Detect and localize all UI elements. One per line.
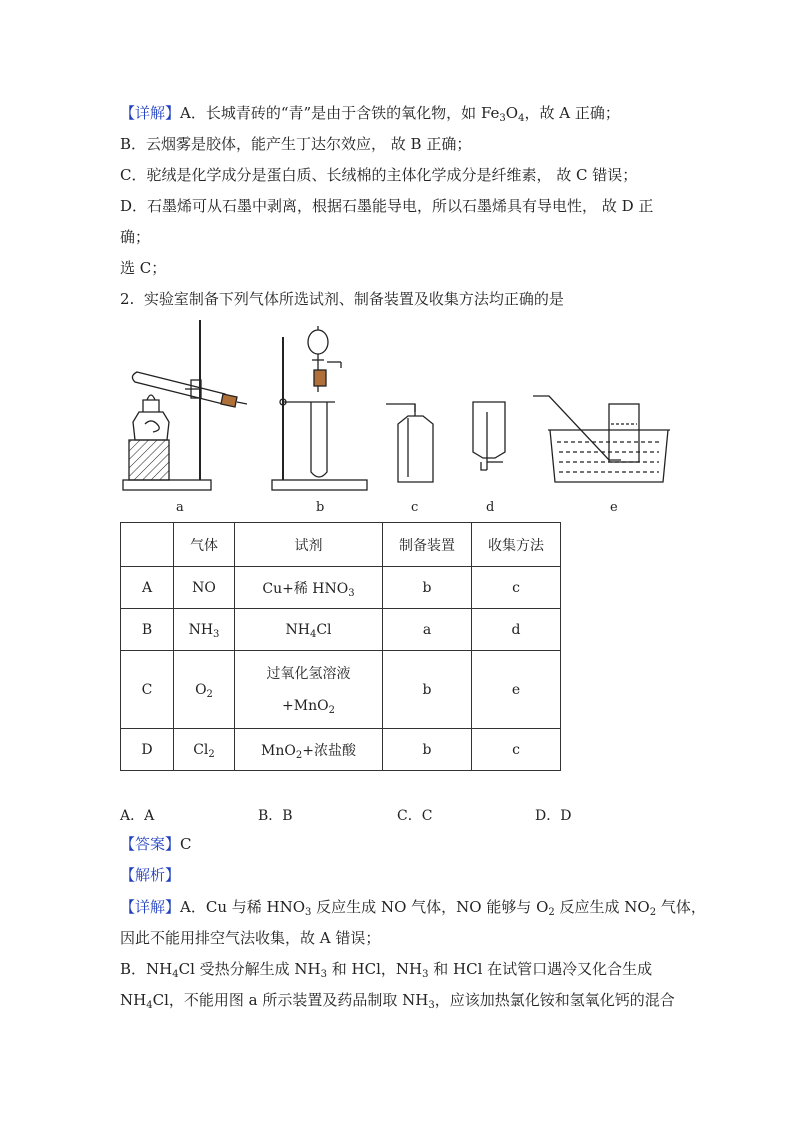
figure-label-e: e (610, 500, 618, 515)
answer-tag: 【答案】 (120, 835, 181, 853)
figure-label-c: c (411, 500, 419, 515)
options-table (120, 522, 561, 771)
table-header-row (121, 523, 561, 567)
detail-line-d: D．石墨烯可从石墨中剥离，根据石墨能导电，所以石墨烯具有导电性， 故 D 正 (120, 197, 654, 215)
apparatus-figure (115, 312, 675, 502)
apparatus-c (386, 404, 433, 482)
detail-line-c: C．驼绒是化学成分是蛋白质、长绒棉的主体化学成分是纤维素， 故 C 错误； (120, 166, 638, 184)
table-row: B $NH_3$ $NH_4Cl$ a d (121, 609, 561, 651)
choice-c[interactable]: C．C (397, 808, 433, 824)
choose-line: 选 C； (120, 259, 167, 277)
detail2-line-a1: 【详解】A．Cu 与稀 $HNO_3$ 反应生成 NO 气体，NO 能够与 $O_2$ 反应生成 $NO_2$ 气体， (120, 898, 706, 918)
question-number: 2. (120, 290, 135, 308)
detail-tag: 【详解】 (120, 104, 181, 122)
table-row: D $Cl_2$ MnO$_2$+浓盐酸 b c (121, 729, 561, 771)
header-reagent: 试剂 (235, 523, 383, 567)
apparatus-a (123, 320, 247, 490)
analysis-line (120, 865, 180, 885)
header-gas: 气体 (174, 523, 235, 567)
apparatus-d (473, 402, 505, 470)
table-row: A NO Cu+稀 $HNO_3$ b c (121, 567, 561, 609)
detail-line-a: 【详解】A．长城青砖的“青”是由于含铁的氧化物，如 $Fe_3O_4$，故 A 正确； (120, 104, 620, 124)
figure-label-b: b (316, 500, 325, 515)
figure-label-a: a (176, 500, 184, 515)
choice-d[interactable]: D．D (535, 808, 572, 824)
figure-label-d: d (486, 500, 495, 515)
table-row: C $O_2$ 过氧化氢溶液 +MnO$_2$ b e (121, 651, 561, 729)
detail2-line-a2: 因此不能用排空气法收集，故 A 错误； (120, 929, 381, 947)
header-collect: 收集方法 (472, 523, 561, 567)
apparatus-e (533, 396, 670, 482)
question-stem: 2. 实验室制备下列气体所选试剂、制备装置及收集方法均正确的是 (120, 290, 564, 308)
detail2-line-b2: $NH_4Cl$，不能用图 a 所示装置及药品制取 $NH_3$，应该加热氯化铵和氢氧化钙的混合 (120, 991, 675, 1011)
detail-line-d-cont: 确； (120, 228, 151, 246)
apparatus-b (272, 326, 367, 490)
detail2-tag: 【详解】 (120, 898, 181, 916)
choice-b[interactable]: B．B (258, 808, 293, 824)
analysis-tag: 【解析】 (120, 866, 181, 884)
header-device: 制备装置 (383, 523, 472, 567)
detail-line-b: B．云烟雾是胶体，能产生丁达尔效应， 故 B 正确； (120, 135, 472, 153)
choice-a[interactable]: A．A (120, 808, 155, 824)
answer-line (120, 834, 192, 854)
detail2-line-b1: B．$NH_4Cl$ 受热分解生成 $NH_3$ 和 HCl，$NH_3$ 和 HCl 在试管口遇冷又化合生成 (120, 960, 653, 980)
answer-value: C (180, 835, 192, 853)
